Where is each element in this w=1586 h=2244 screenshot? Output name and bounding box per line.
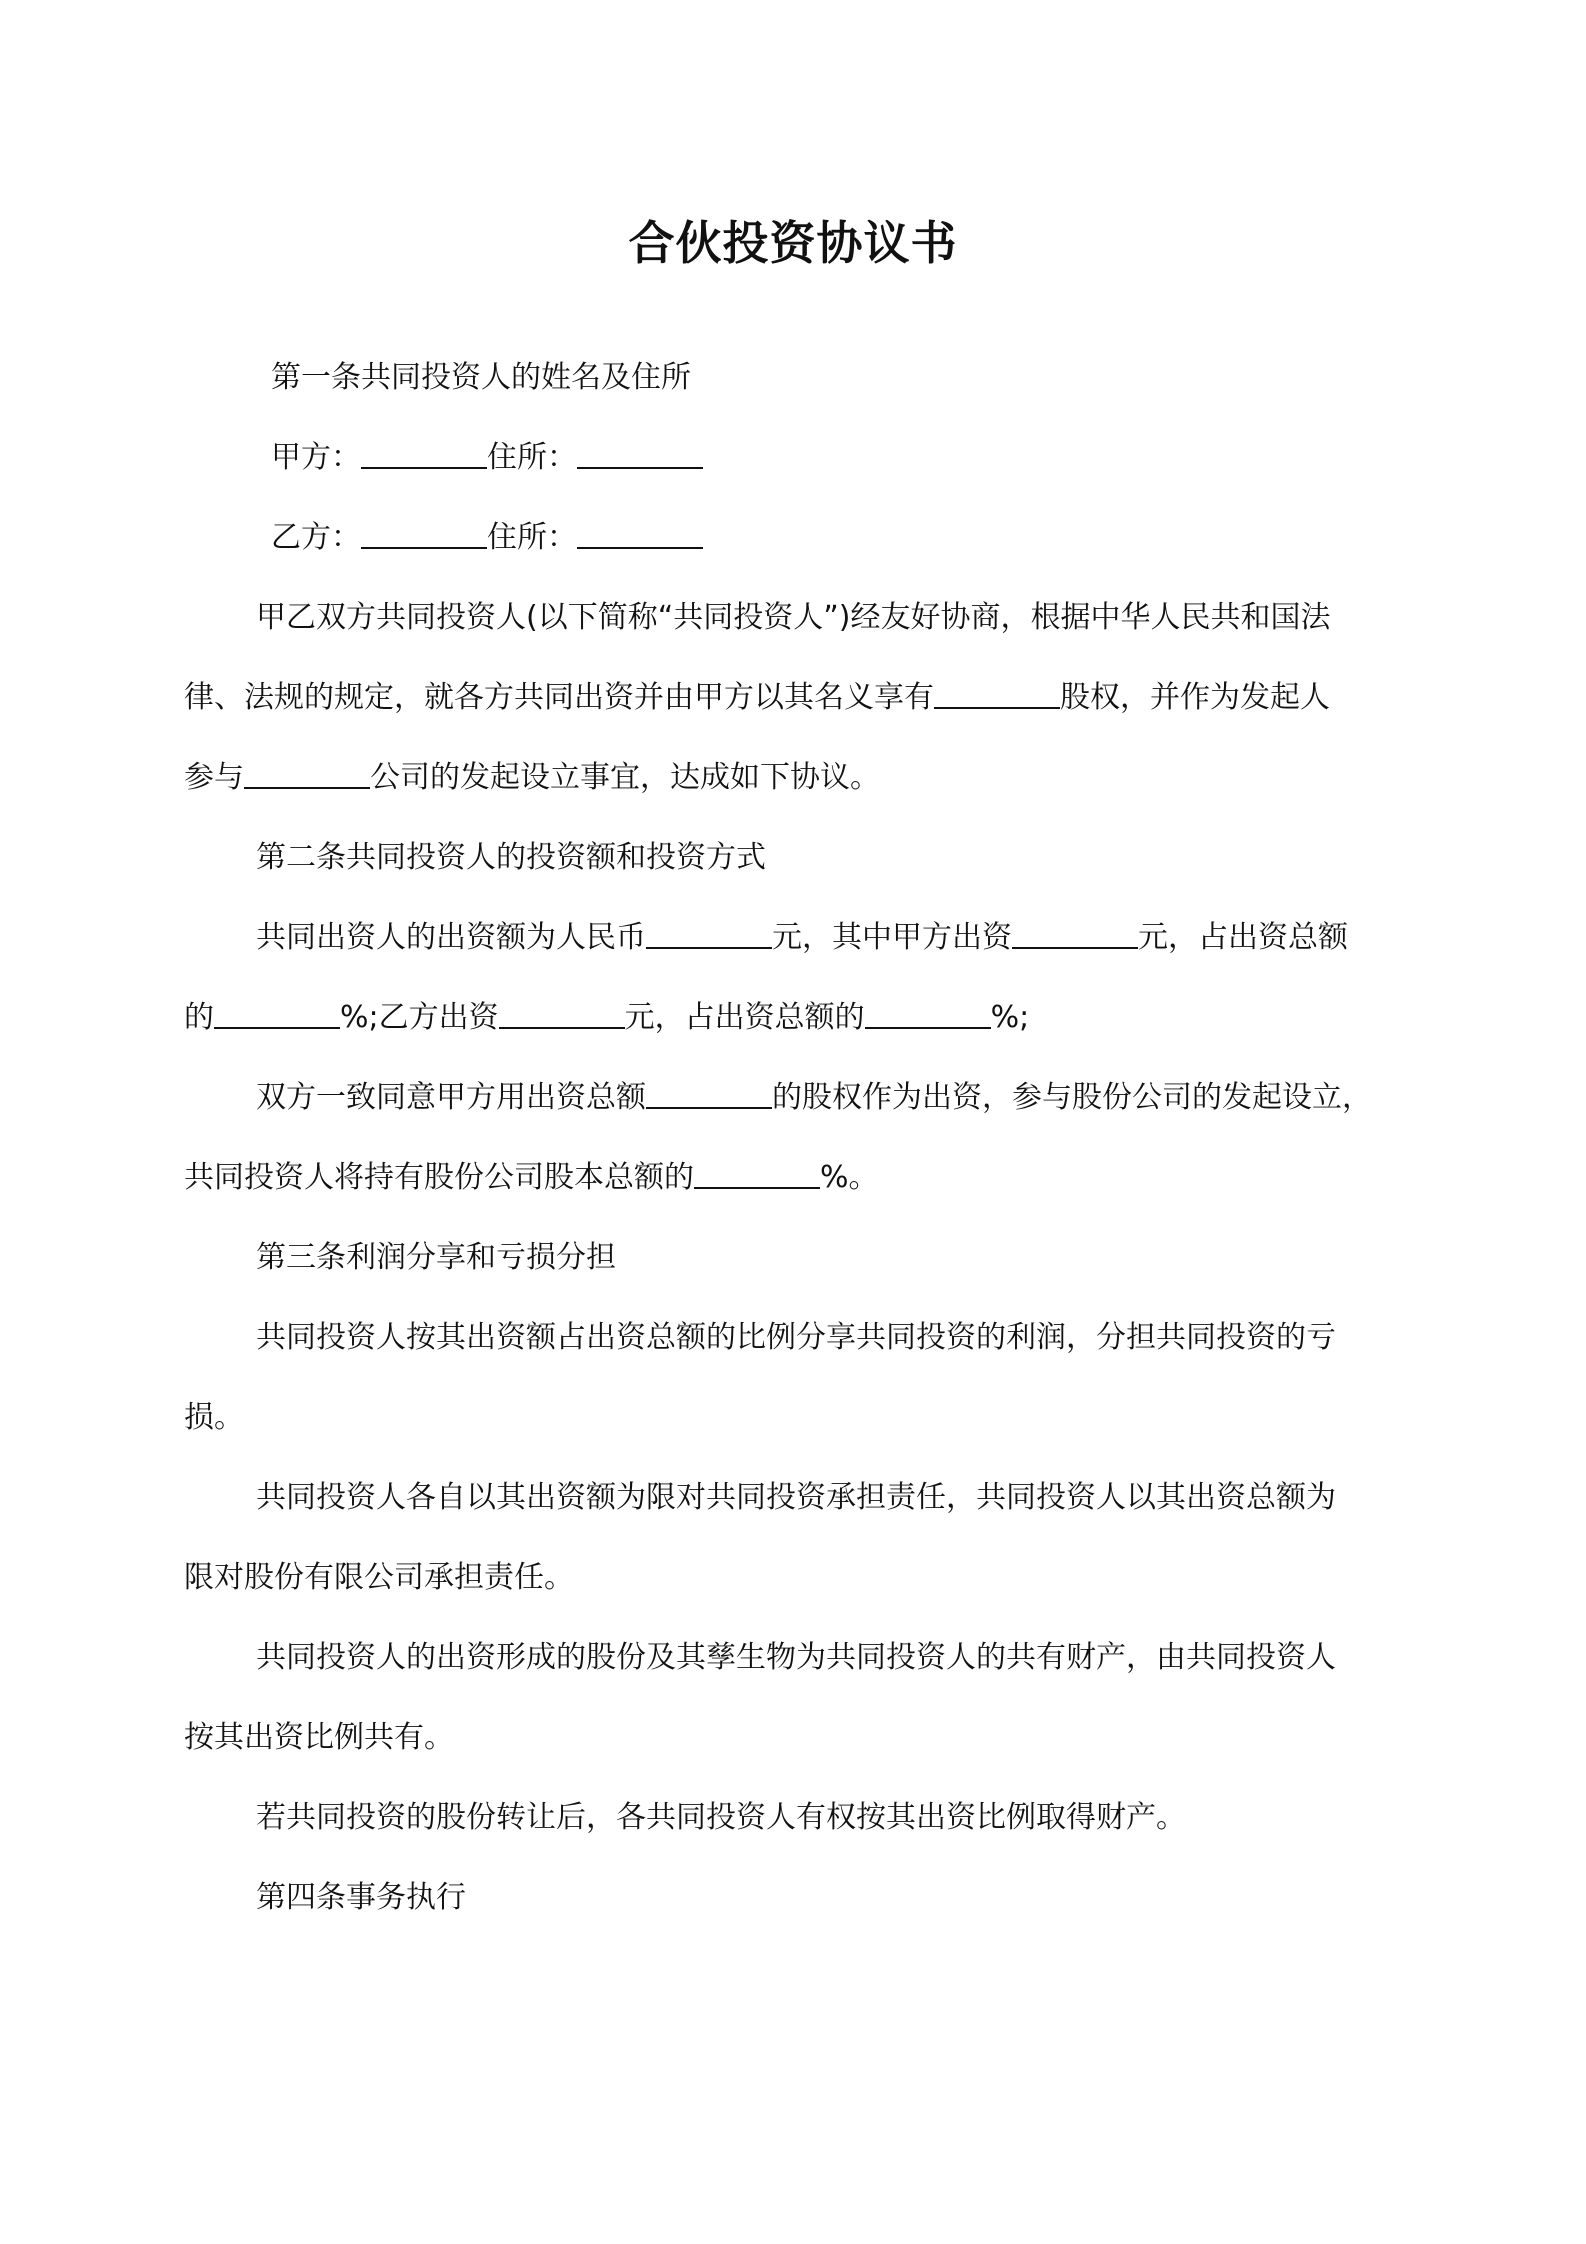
art2-p1-line-1 [184,898,1434,978]
article-2-heading: 第二条共同投资人的投资额和投资方式 [256,840,766,875]
party-b-percent-blank [865,997,991,1029]
art2-p2-line-2 [184,1138,1434,1218]
party-a-percent-blank [214,997,340,1029]
intro-text: 股权，并作为发起人 [1060,680,1330,715]
art3-p1-line-1: 共同投资人按其出资额占出资总额的比例分享共同投资的利润，分担共同投资的亏 [256,1320,1336,1355]
party-b-address-label: 住所： [487,520,577,555]
art3-p3-line-2: 按其出资比例共有。 [184,1720,454,1755]
art3-p1-line-2: 损。 [184,1400,244,1435]
art3-p4: 若共同投资的股份转让后，各共同投资人有权按其出资比例取得财产。 [256,1800,1186,1835]
share-percent-blank [694,1157,820,1189]
intro-line-1: 甲乙双方共同投资人(以下简称“共同投资人”)经友好协商，根据中华人民共和国法 [256,600,1331,635]
intro-text: 律、法规的规定，就各方共同出资并由甲方以其名义享有 [184,680,934,715]
art3-p2-line-2: 限对股份有限公司承担责任。 [184,1560,574,1595]
party-a-address-blank [577,437,703,469]
party-b-address-blank [577,517,703,549]
intro-line-2 [184,658,1434,738]
art2-text: 元，占出资总额 [1138,920,1348,955]
art2-p2-line-1 [184,1058,1434,1138]
art2-text: 的 [184,1000,214,1035]
party-b-line [184,498,1434,578]
equity-contribution-blank [646,1077,772,1109]
art2-text: %;乙方出资 [340,1000,499,1035]
art2-text: 双方一致同意甲方用出资总额 [256,1080,646,1115]
party-a-amount-blank [1012,917,1138,949]
party-b-name-blank [361,517,487,549]
art2-text: 元，占出资总额的 [624,1000,865,1035]
art2-text: 的股权作为出资，参与股份公司的发起设立， [772,1080,1372,1115]
intro-text: 参与 [184,760,244,795]
party-a-address-label: 住所： [487,440,577,475]
art3-p2-line-1: 共同投资人各自以其出资额为限对共同投资承担责任，共同投资人以其出资总额为 [256,1480,1336,1515]
art2-text: 元，其中甲方出资 [772,920,1012,955]
party-b-amount-blank [499,997,625,1029]
intro-text: 公司的发起设立事宜，达成如下协议。 [370,760,880,795]
equity-blank [934,677,1060,709]
art2-text: %。 [820,1160,879,1195]
company-blank [244,757,370,789]
article-4-heading: 第四条事务执行 [256,1880,466,1915]
article-3-heading: 第三条利润分享和亏损分担 [256,1240,616,1275]
art2-p1-line-2 [184,978,1434,1058]
art2-text: 共同投资人将持有股份公司股本总额的 [184,1160,694,1195]
party-a-line [184,418,1434,498]
intro-line-3 [184,738,1434,818]
art3-p3-line-1: 共同投资人的出资形成的股份及其孳生物为共同投资人的共有财产，由共同投资人 [256,1640,1336,1675]
art2-text: %; [990,1000,1030,1035]
party-a-name-blank [361,437,487,469]
article-1-heading: 第一条共同投资人的姓名及住所 [271,360,691,395]
party-b-label: 乙方： [271,520,361,555]
art2-text: 共同出资人的出资额为人民币 [256,920,646,955]
party-a-label: 甲方： [271,440,361,475]
document-body [184,338,1434,1938]
total-amount-blank [646,917,772,949]
document-title: 合伙投资协议书 [628,216,958,270]
